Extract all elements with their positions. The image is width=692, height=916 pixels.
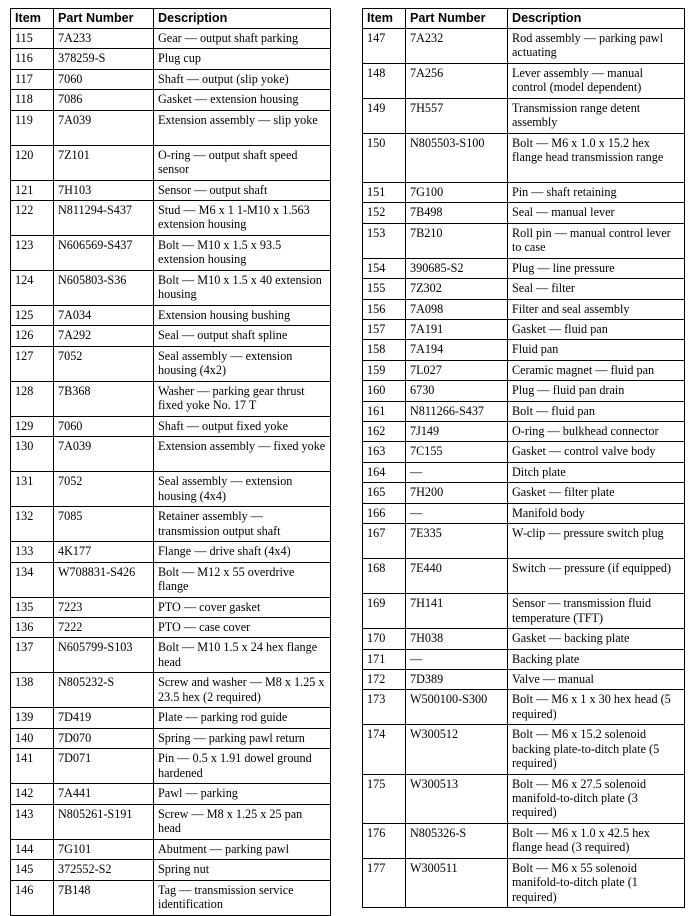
- part-number-cell: 7A256: [406, 64, 508, 99]
- table-row: [11, 326, 331, 346]
- table-row: [11, 597, 331, 617]
- part-number-cell: N605803-S36: [54, 271, 154, 306]
- item-cell: 118: [11, 90, 54, 110]
- part-number-cell: N605799-S103: [54, 638, 154, 673]
- description-cell: Screw and washer — M8 x 1.25 x 23.5 hex (2 required): [154, 673, 331, 708]
- table-row: [363, 649, 685, 669]
- description-cell: Bolt — M6 x 1 x 30 hex head (5 required): [508, 690, 685, 725]
- table-row: [363, 223, 685, 258]
- description-cell: Ceramic magnet — fluid pan: [508, 360, 685, 380]
- table-row: [11, 271, 331, 306]
- table-row: [363, 99, 685, 134]
- parts-table-left: [10, 8, 331, 916]
- item-cell: 147: [363, 29, 406, 64]
- table-row: [363, 774, 685, 823]
- item-cell: 135: [11, 597, 54, 617]
- table-row: [11, 673, 331, 708]
- part-number-cell: N805326-S: [406, 823, 508, 858]
- item-cell: 173: [363, 690, 406, 725]
- item-cell: 149: [363, 99, 406, 134]
- description-cell: Pin — 0.5 x 1.91 dowel ground hardened: [154, 749, 331, 784]
- item-cell: 168: [363, 559, 406, 594]
- item-cell: 157: [363, 320, 406, 340]
- description-cell: Gear — output shaft parking: [154, 29, 331, 49]
- description-cell: Gasket — control valve body: [508, 442, 685, 462]
- description-cell: Spring — parking pawl return: [154, 728, 331, 748]
- item-cell: 134: [11, 562, 54, 597]
- table-row: [11, 306, 331, 326]
- part-number-cell: 390685-S2: [406, 258, 508, 278]
- item-cell: 175: [363, 774, 406, 823]
- part-number-header: Part Number: [54, 9, 154, 29]
- description-cell: Bolt — M6 x 15.2 solenoid backing plate-to-ditch plate (5 required): [508, 725, 685, 774]
- table-row: [11, 839, 331, 859]
- description-cell: Shaft — output fixed yoke: [154, 416, 331, 436]
- table-row: [11, 562, 331, 597]
- item-cell: 132: [11, 507, 54, 542]
- table-row: [11, 437, 331, 472]
- part-number-cell: W500100-S300: [406, 690, 508, 725]
- part-number-cell: 7B368: [54, 381, 154, 416]
- description-cell: Ditch plate: [508, 462, 685, 482]
- description-cell: Sensor — output shaft: [154, 180, 331, 200]
- part-number-cell: 7B210: [406, 223, 508, 258]
- description-cell: Retainer assembly — transmission output shaft: [154, 507, 331, 542]
- item-cell: 120: [11, 145, 54, 180]
- table-row: [11, 346, 331, 381]
- item-cell: 136: [11, 618, 54, 638]
- description-cell: Gasket — fluid pan: [508, 320, 685, 340]
- part-number-cell: 7D419: [54, 708, 154, 728]
- table-row: [363, 203, 685, 223]
- item-cell: 162: [363, 422, 406, 442]
- item-cell: 167: [363, 524, 406, 559]
- item-cell: 133: [11, 542, 54, 562]
- description-cell: Transmission range detent assembly: [508, 99, 685, 134]
- part-number-cell: 7D389: [406, 669, 508, 689]
- part-number-cell: 7Z101: [54, 145, 154, 180]
- part-number-cell: 7A232: [406, 29, 508, 64]
- table-row: [363, 401, 685, 421]
- part-number-cell: 7H038: [406, 629, 508, 649]
- table-row: [363, 360, 685, 380]
- part-number-cell: 7A292: [54, 326, 154, 346]
- table-row: [11, 29, 331, 49]
- table-row: [363, 279, 685, 299]
- item-cell: 129: [11, 416, 54, 436]
- description-cell: PTO — cover gasket: [154, 597, 331, 617]
- table-row: [11, 860, 331, 880]
- table-row: [363, 483, 685, 503]
- description-cell: Bolt — M6 x 55 solenoid manifold-to-ditch plate (1 required): [508, 858, 685, 907]
- table-row: [11, 507, 331, 542]
- part-number-cell: 7E335: [406, 524, 508, 559]
- part-number-cell: —: [406, 462, 508, 482]
- part-number-cell: 7222: [54, 618, 154, 638]
- part-number-cell: 7Z302: [406, 279, 508, 299]
- part-number-header: Part Number: [406, 9, 508, 29]
- table-row: [11, 69, 331, 89]
- table-row: [11, 49, 331, 69]
- description-cell: Gasket — backing plate: [508, 629, 685, 649]
- item-cell: 128: [11, 381, 54, 416]
- item-cell: 145: [11, 860, 54, 880]
- part-number-cell: 7L027: [406, 360, 508, 380]
- table-row: [363, 134, 685, 183]
- table-row: [363, 858, 685, 907]
- table-row: [363, 183, 685, 203]
- table-row: [11, 638, 331, 673]
- part-number-cell: 7J149: [406, 422, 508, 442]
- description-cell: Backing plate: [508, 649, 685, 669]
- part-number-cell: 372552-S2: [54, 860, 154, 880]
- item-cell: 164: [363, 462, 406, 482]
- part-number-cell: 7A191: [406, 320, 508, 340]
- description-cell: Spring nut: [154, 860, 331, 880]
- part-number-cell: W300512: [406, 725, 508, 774]
- description-cell: Flange — drive shaft (4x4): [154, 542, 331, 562]
- item-cell: 131: [11, 472, 54, 507]
- description-cell: Seal — filter: [508, 279, 685, 299]
- header-row: [363, 9, 685, 29]
- description-cell: Bolt — M6 x 27.5 solenoid manifold-to-ditch plate (3 required): [508, 774, 685, 823]
- item-cell: 140: [11, 728, 54, 748]
- description-cell: Sensor — transmission fluid temperature (TFT): [508, 594, 685, 629]
- part-number-cell: 7G100: [406, 183, 508, 203]
- table-row: [363, 725, 685, 774]
- item-cell: 139: [11, 708, 54, 728]
- description-cell: Filter and seal assembly: [508, 299, 685, 319]
- table-row: [11, 145, 331, 180]
- description-cell: Bolt — M10 x 1.5 x 93.5 extension housing: [154, 236, 331, 271]
- part-number-cell: N811266-S437: [406, 401, 508, 421]
- description-cell: Extension housing bushing: [154, 306, 331, 326]
- part-number-cell: 7223: [54, 597, 154, 617]
- item-cell: 158: [363, 340, 406, 360]
- item-cell: 159: [363, 360, 406, 380]
- item-cell: 116: [11, 49, 54, 69]
- description-cell: Lever assembly — manual control (model dependent): [508, 64, 685, 99]
- item-cell: 153: [363, 223, 406, 258]
- table-row: [11, 618, 331, 638]
- description-cell: Bolt — M6 x 1.0 x 42.5 hex flange head (3 required): [508, 823, 685, 858]
- part-number-cell: N811294-S437: [54, 201, 154, 236]
- part-number-cell: 7085: [54, 507, 154, 542]
- description-cell: Shaft — output (slip yoke): [154, 69, 331, 89]
- item-cell: 124: [11, 271, 54, 306]
- description-cell: Extension assembly — fixed yoke: [154, 437, 331, 472]
- item-header: Item: [363, 9, 406, 29]
- item-cell: 165: [363, 483, 406, 503]
- item-cell: 130: [11, 437, 54, 472]
- parts-table-right: [362, 8, 685, 908]
- table-row: [363, 258, 685, 278]
- item-cell: 138: [11, 673, 54, 708]
- item-cell: 151: [363, 183, 406, 203]
- description-header: Description: [154, 9, 331, 29]
- item-cell: 161: [363, 401, 406, 421]
- part-number-cell: 7H141: [406, 594, 508, 629]
- description-cell: Gasket — extension housing: [154, 90, 331, 110]
- item-cell: 154: [363, 258, 406, 278]
- description-cell: Bolt — M10 1.5 x 24 hex flange head: [154, 638, 331, 673]
- description-cell: Valve — manual: [508, 669, 685, 689]
- table-row: [11, 472, 331, 507]
- item-cell: 177: [363, 858, 406, 907]
- item-cell: 115: [11, 29, 54, 49]
- item-cell: 176: [363, 823, 406, 858]
- description-cell: Seal — manual lever: [508, 203, 685, 223]
- table-row: [363, 524, 685, 559]
- description-cell: Roll pin — manual control lever to case: [508, 223, 685, 258]
- item-cell: 143: [11, 804, 54, 839]
- item-cell: 119: [11, 110, 54, 145]
- part-number-cell: 7086: [54, 90, 154, 110]
- table-row: [11, 749, 331, 784]
- part-number-cell: W300513: [406, 774, 508, 823]
- item-header: Item: [11, 9, 54, 29]
- item-cell: 169: [363, 594, 406, 629]
- part-number-cell: N805261-S191: [54, 804, 154, 839]
- table-row: [363, 422, 685, 442]
- table-row: [363, 823, 685, 858]
- table-row: [363, 64, 685, 99]
- item-cell: 163: [363, 442, 406, 462]
- part-number-cell: 4K177: [54, 542, 154, 562]
- table-row: [363, 594, 685, 629]
- table-row: [11, 708, 331, 728]
- part-number-cell: 7A098: [406, 299, 508, 319]
- table-row: [11, 201, 331, 236]
- part-number-cell: 7G101: [54, 839, 154, 859]
- item-cell: 127: [11, 346, 54, 381]
- description-cell: Bolt — fluid pan: [508, 401, 685, 421]
- table-row: [363, 320, 685, 340]
- part-number-cell: 7E440: [406, 559, 508, 594]
- description-cell: Washer — parking gear thrust fixed yoke No. 17 T: [154, 381, 331, 416]
- item-cell: 148: [363, 64, 406, 99]
- item-cell: 142: [11, 784, 54, 804]
- description-cell: Seal — output shaft spline: [154, 326, 331, 346]
- description-cell: Bolt — M6 x 1.0 x 15.2 hex flange head transmission range: [508, 134, 685, 183]
- description-cell: Tag — transmission service identification: [154, 880, 331, 915]
- description-cell: Plug — line pressure: [508, 258, 685, 278]
- part-number-cell: 7A039: [54, 437, 154, 472]
- part-number-cell: 7A039: [54, 110, 154, 145]
- part-number-cell: 7H103: [54, 180, 154, 200]
- description-cell: Pawl — parking: [154, 784, 331, 804]
- part-number-cell: N606569-S437: [54, 236, 154, 271]
- part-number-cell: 7052: [54, 346, 154, 381]
- part-number-cell: W708831-S426: [54, 562, 154, 597]
- description-cell: Pin — shaft retaining: [508, 183, 685, 203]
- table-row: [363, 381, 685, 401]
- description-cell: Gasket — filter plate: [508, 483, 685, 503]
- item-cell: 150: [363, 134, 406, 183]
- header-row: [11, 9, 331, 29]
- part-number-cell: 7D070: [54, 728, 154, 748]
- description-cell: O-ring — output shaft speed sensor: [154, 145, 331, 180]
- description-cell: Seal assembly — extension housing (4x2): [154, 346, 331, 381]
- description-cell: Stud — M6 x 1 1-M10 x 1.563 extension housing: [154, 201, 331, 236]
- item-cell: 174: [363, 725, 406, 774]
- table-row: [363, 690, 685, 725]
- part-number-cell: 7A233: [54, 29, 154, 49]
- description-cell: Bolt — M12 x 55 overdrive flange: [154, 562, 331, 597]
- part-number-cell: 7A034: [54, 306, 154, 326]
- description-cell: Abutment — parking pawl: [154, 839, 331, 859]
- table-row: [11, 180, 331, 200]
- part-number-cell: 378259-S: [54, 49, 154, 69]
- table-row: [363, 29, 685, 64]
- table-row: [363, 503, 685, 523]
- description-cell: O-ring — bulkhead connector: [508, 422, 685, 442]
- table-row: [363, 669, 685, 689]
- part-number-cell: 7052: [54, 472, 154, 507]
- part-number-cell: 7H200: [406, 483, 508, 503]
- part-number-cell: 7B148: [54, 880, 154, 915]
- table-row: [11, 90, 331, 110]
- table-row: [363, 462, 685, 482]
- description-header: Description: [508, 9, 685, 29]
- item-cell: 117: [11, 69, 54, 89]
- table-row: [11, 236, 331, 271]
- item-cell: 156: [363, 299, 406, 319]
- part-number-cell: W300511: [406, 858, 508, 907]
- item-cell: 125: [11, 306, 54, 326]
- part-number-cell: 7060: [54, 69, 154, 89]
- table-row: [11, 542, 331, 562]
- item-cell: 146: [11, 880, 54, 915]
- description-cell: Plug cup: [154, 49, 331, 69]
- description-cell: Bolt — M10 x 1.5 x 40 extension housing: [154, 271, 331, 306]
- description-cell: Seal assembly — extension housing (4x4): [154, 472, 331, 507]
- description-cell: Plate — parking rod guide: [154, 708, 331, 728]
- table-row: [363, 299, 685, 319]
- description-cell: Extension assembly — slip yoke: [154, 110, 331, 145]
- item-cell: 155: [363, 279, 406, 299]
- description-cell: Manifold body: [508, 503, 685, 523]
- table-row: [11, 728, 331, 748]
- description-cell: W-clip — pressure switch plug: [508, 524, 685, 559]
- part-number-cell: —: [406, 649, 508, 669]
- item-cell: 166: [363, 503, 406, 523]
- part-number-cell: 7A441: [54, 784, 154, 804]
- table-row: [11, 416, 331, 436]
- part-number-cell: —: [406, 503, 508, 523]
- item-cell: 171: [363, 649, 406, 669]
- description-cell: Plug — fluid pan drain: [508, 381, 685, 401]
- item-cell: 141: [11, 749, 54, 784]
- item-cell: 122: [11, 201, 54, 236]
- part-number-cell: 6730: [406, 381, 508, 401]
- table-row: [11, 804, 331, 839]
- item-cell: 126: [11, 326, 54, 346]
- table-row: [11, 381, 331, 416]
- part-number-cell: 7C155: [406, 442, 508, 462]
- description-cell: PTO — case cover: [154, 618, 331, 638]
- description-cell: Rod assembly — parking pawl actuating: [508, 29, 685, 64]
- item-cell: 123: [11, 236, 54, 271]
- table-row: [363, 442, 685, 462]
- table-row: [11, 784, 331, 804]
- item-cell: 121: [11, 180, 54, 200]
- table-row: [363, 629, 685, 649]
- item-cell: 172: [363, 669, 406, 689]
- part-number-cell: 7H557: [406, 99, 508, 134]
- part-number-cell: 7060: [54, 416, 154, 436]
- part-number-cell: 7D071: [54, 749, 154, 784]
- item-cell: 160: [363, 381, 406, 401]
- description-cell: Fluid pan: [508, 340, 685, 360]
- part-number-cell: 7A194: [406, 340, 508, 360]
- item-cell: 137: [11, 638, 54, 673]
- table-row: [363, 559, 685, 594]
- description-cell: Screw — M8 x 1.25 x 25 pan head: [154, 804, 331, 839]
- table-row: [363, 340, 685, 360]
- part-number-cell: N805503-S100: [406, 134, 508, 183]
- item-cell: 170: [363, 629, 406, 649]
- item-cell: 144: [11, 839, 54, 859]
- table-row: [11, 110, 331, 145]
- item-cell: 152: [363, 203, 406, 223]
- description-cell: Switch — pressure (if equipped): [508, 559, 685, 594]
- table-row: [11, 880, 331, 915]
- part-number-cell: N805232-S: [54, 673, 154, 708]
- part-number-cell: 7B498: [406, 203, 508, 223]
